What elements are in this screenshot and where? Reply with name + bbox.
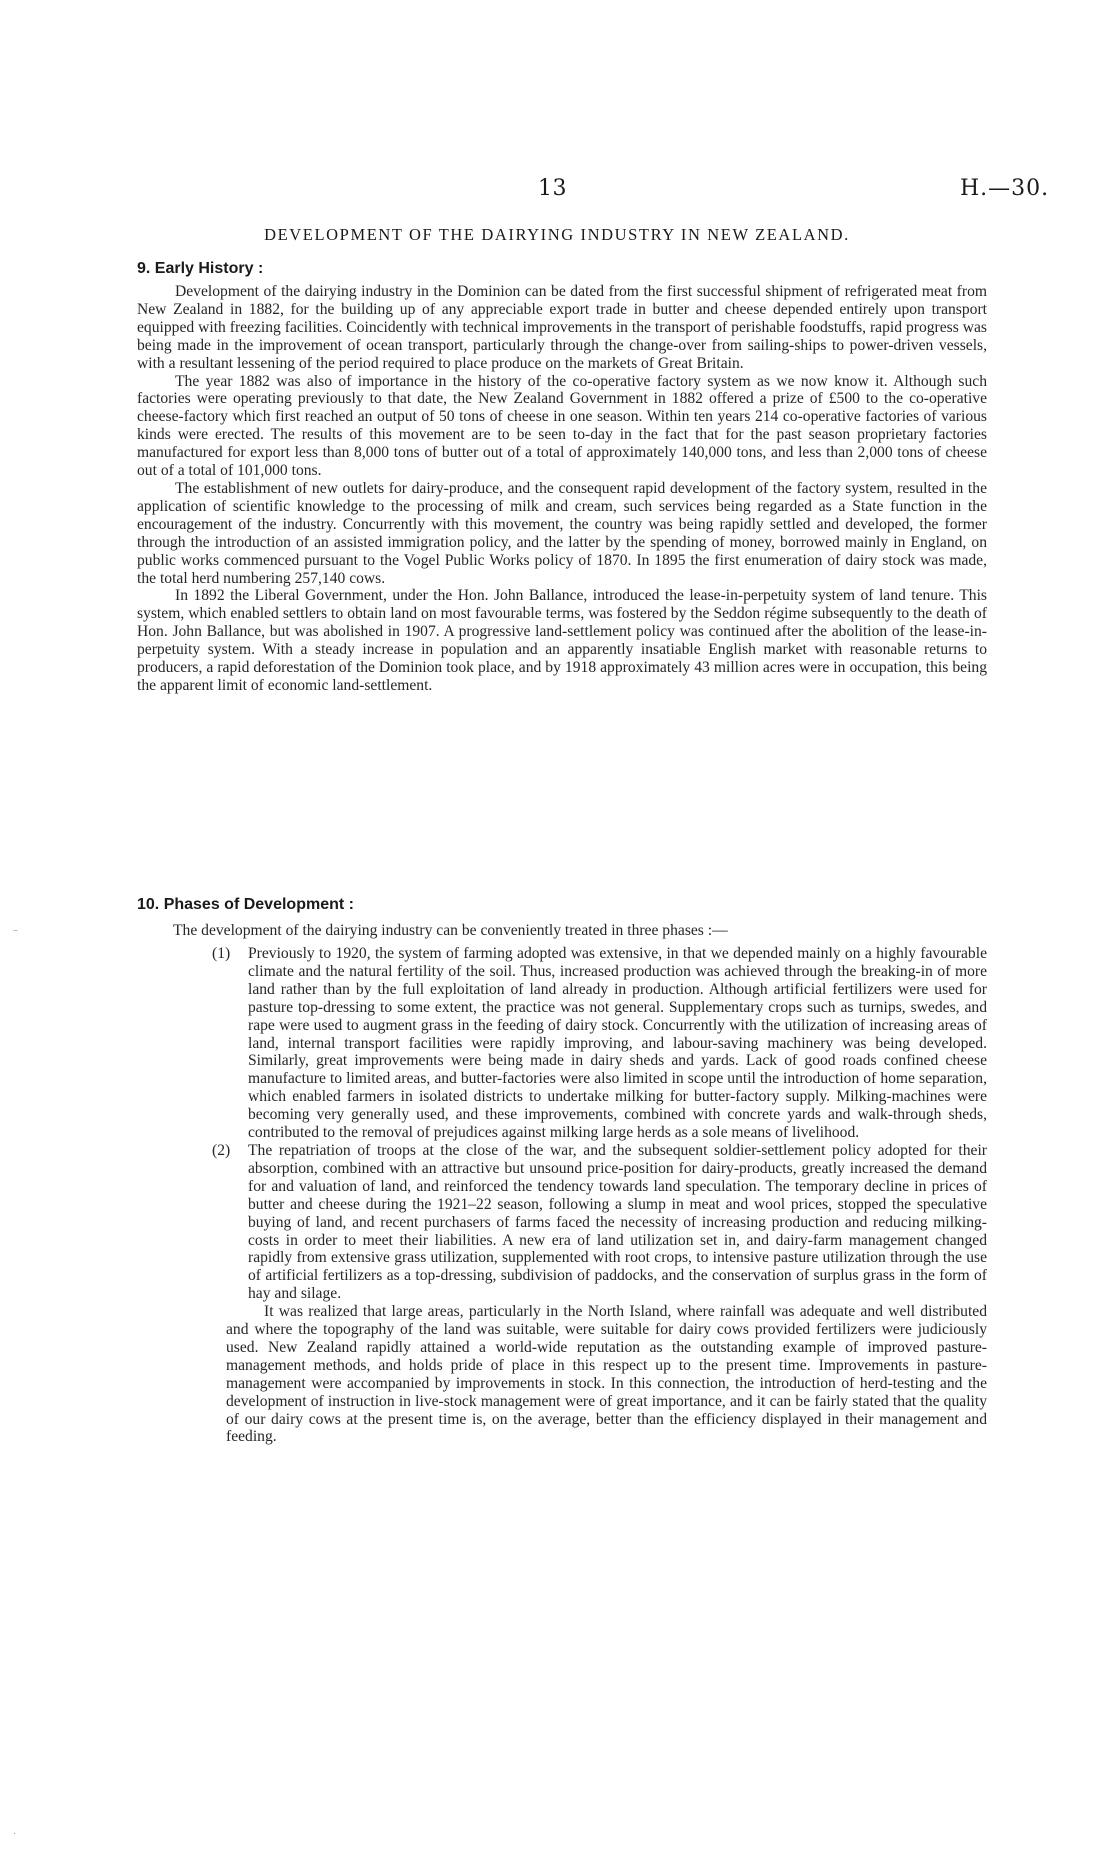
- phases-intro: The development of the dairying industry can be conveniently treated in three phases :—: [173, 922, 728, 939]
- item-number: (1): [212, 945, 231, 962]
- paragraph: The establishment of new outlets for dairy-produce, and the consequent rapid development of the factory system, resulted in the application of scientific knowledge to the processing of milk and cream, such services being regarded as a State function in the encouragement of the industry. Concurrently with this movement, the country was being rapidly settled and developed, the former through the introduction of an assisted immigration policy, and the latter by the spending of money, borrowed mainly in England, on public works commenced pursuant to the Vogel Public Works policy of 1870. In 1895 the first enumeration of dairy stock was made, the total herd numbering 257,140 cows.: [137, 479, 987, 587]
- item-continuation: It was realized that large areas, particularly in the North Island, where rainfall was adequate and well distributed and where the topography of the land was suitable, were suitable for dairy cows provided fertilizers were judiciously used. New Zealand rapidly attained a world-wide reputation as the outstanding example of improved pasture-management methods, and holds pride of place in this respect up to the present time. Improvements in pasture-management were accompanied by improvements in stock. In this connection, the introduction of herd-testing and the development of instruction in live-stock management were of great importance, and it can be fairly stated that the quality of our dairy cows at the present time is, on the average, better than the efficiency displayed in their management and feeding.: [226, 1303, 987, 1446]
- paragraph: Development of the dairying industry in the Dominion can be dated from the first successful shipment of refrigerated meat from New Zealand in 1882, for the building up of any appreciable export trade in butter and cheese depended entirely upon transport equipped with freezing facilities. Coincidently with technical improvements in the transport of perishable foodstuffs, rapid progress was being made in the improvement of ocean transport, particularly through the change-over from sailing-ships to power-driven vessels, with a resultant lessening of the period required to place produce on the markets of Great Britain.: [137, 283, 987, 372]
- margin-mark: ·: [13, 1829, 17, 1840]
- section-heading-phases: 10. Phases of Development :: [137, 896, 354, 913]
- margin-mark: –: [13, 925, 18, 936]
- list-item: [212, 1142, 987, 1446]
- phases-list: [212, 945, 987, 1446]
- page-number: 13: [538, 176, 567, 201]
- paragraph: In 1892 the Liberal Government, under the Hon. John Ballance, introduced the lease-in-perpetuity system of land tenure. This system, which enabled settlers to obtain land on most favourable terms, was fostered by the Seddon régime subsequently to the death of Hon. John Ballance, but was abolished in 1907. A progressive land-settlement policy was continued after the abolition of the lease-in-perpetuity system. With a steady increase in population and an apparently insatiable English market with reasonable returns to producers, a rapid deforestation of the Dominion took place, and by 1918 approximately 43 million acres were in occupation, this being the apparent limit of economic land-settlement.: [137, 587, 987, 694]
- early-history-text: [137, 283, 987, 695]
- item-number: (2): [212, 1141, 231, 1159]
- section-heading-early-history: 9. Early History :: [137, 260, 264, 277]
- item-text: Previously to 1920, the system of farming adopted was extensive, in that we depended mainly on a highly favourable climate and the natural fertility of the soil. Thus, increased production was achieved through the breaking-in of more land rather than by the full exploitation of land already in production. Although artificial fertilizers were used for pasture top-dressing to some extent, the practice was not general. Supplementary crops such as turnips, swedes, and rape were used to augment grass in the feeding of dairy stock. Concurrently with the utilization of increasing areas of land, internal transport facilities were rapidly improving, and labour-saving machinery was being developed. Similarly, great improvements were being made in dairy sheds and yards. Lack of good roads confined cheese manufacture to limited areas, and butter-factories were also limited in scope until the introduction of home separation, which enabled farmers in isolated districts to undertake milking for butter-factory supply. Milking-machines were becoming very generally used, and these improvements, combined with concrete yards and walk-through sheds, contributed to the removal of prejudices against milking large herds as a sole means of livelihood.: [248, 945, 987, 1142]
- list-item: [212, 945, 987, 1142]
- document-reference: H.—30.: [960, 176, 1050, 201]
- paragraph: The year 1882 was also of importance in the history of the co-operative factory system as we now know it. Although such factories were operating previously to that date, the New Zealand Government in 1882 offered a prize of £500 to the co-operative cheese-factory which first reached an output of 50 tons of cheese in one season. Within ten years 214 co-operative factories of various kinds were erected. The results of this movement are to be seen to-day in the fact that for the past season proprietary factories manufactured for export less than 8,000 tons of butter out of a total of approximately 140,000 tons, and less than 2,000 tons of cheese out of a total of 101,000 tons.: [137, 372, 987, 480]
- item-text: The repatriation of troops at the close of the war, and the subsequent soldier-settlement policy adopted for their absorption, combined with an attractive but unsound price-position for dairy-products, greatly increased the demand for and valuation of land, and reinforced the tendency towards land speculation. The temporary decline in prices of butter and cheese during the 1921–22 season, following a slump in meat and wool prices, stopped the speculative buying of land, and recent purchasers of farms faced the necessity of increasing production and reducing milking-costs in order to meet their liabilities. A new era of land utilization set in, and dairy-farm management changed rapidly from extensive grass utilization, supplemented with root crops, to intensive pasture utilization through the use of artificial fertilizers as a top-dressing, subdivision of paddocks, and the conservation of surplus grass in the form of hay and silage.: [248, 1141, 987, 1303]
- document-title: DEVELOPMENT OF THE DAIRYING INDUSTRY IN NEW ZEALAND.: [264, 225, 850, 244]
